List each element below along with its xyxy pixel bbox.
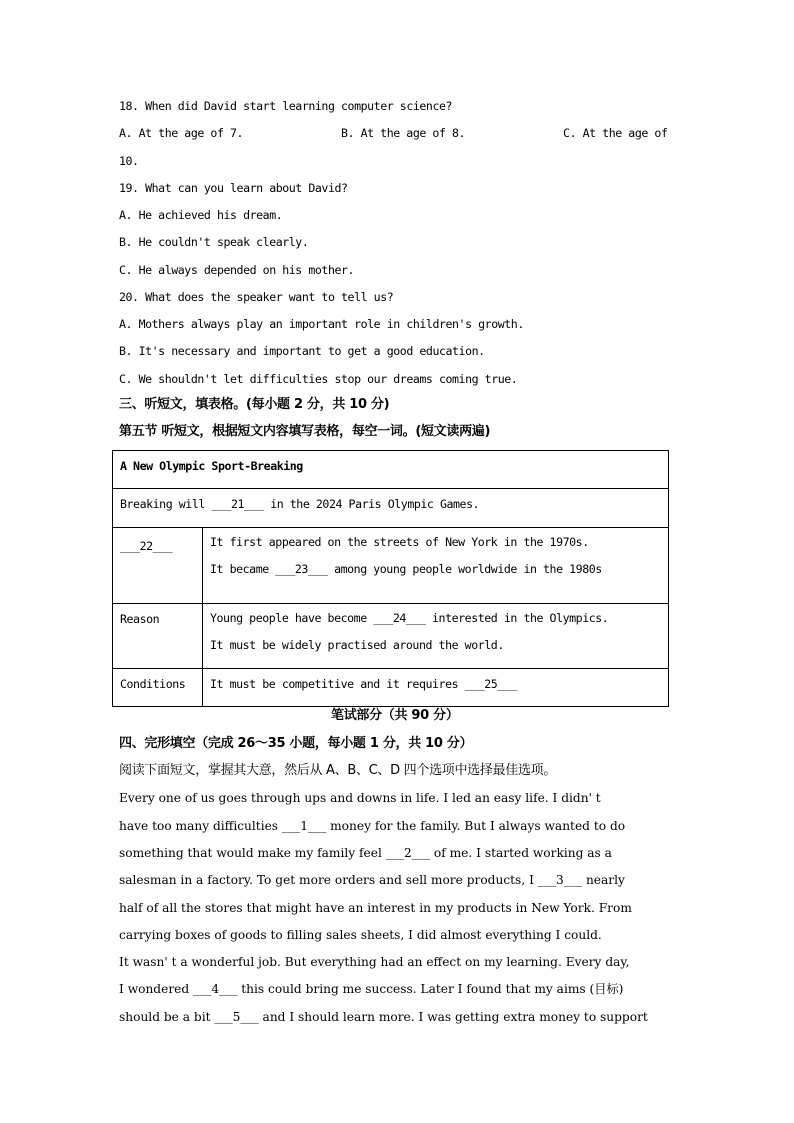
table-row-3-line-1: Young people have become ___24___ interested in the Olympics. xyxy=(210,611,609,625)
table-row-1-text: Breaking will ___21___ in the 2024 Paris Olympic Games. xyxy=(120,497,480,511)
passage-line: should be a bit ___5___ and I should learn more. I was getting extra money to support xyxy=(119,1010,648,1024)
passage-line: Every one of us goes through ups and downs in life. I led an easy life. I didn' t xyxy=(119,791,601,805)
table-title-text: A New Olympic Sport-Breaking xyxy=(120,459,303,473)
question-19-stem: 19. What can you learn about David? xyxy=(119,181,348,195)
table-row-4-label xyxy=(113,669,203,707)
table-title xyxy=(113,451,669,489)
question-18-stem: 18. When did David start learning computer science? xyxy=(119,99,453,113)
blank-22: ___22___ xyxy=(120,539,173,553)
question-20-stem: 20. What does the speaker want to tell us? xyxy=(119,290,394,304)
question-18-option-b: B. At the age of 8. xyxy=(341,126,466,140)
question-18-option-c: C. At the age of xyxy=(563,126,668,140)
written-part-title: 笔试部分（共 90 分） xyxy=(331,708,459,723)
passage-line: salesman in a factory. To get more orders and sell more products, I ___3___ nearly xyxy=(119,873,625,887)
question-18-option-a: A. At the age of 7. xyxy=(119,126,244,140)
question-20-option-a: A. Mothers always play an important role in children's growth. xyxy=(119,317,524,331)
conditions-label: Conditions xyxy=(120,677,186,691)
table-row-4-content xyxy=(203,669,669,707)
question-20-option-b: B. It's necessary and important to get a good education. xyxy=(119,344,485,358)
section-4-instruction: 阅读下面短文，掌握其大意，然后从 A、B、C、D 四个选项中选择最佳选项。 xyxy=(119,763,557,778)
table-row-3-content xyxy=(203,604,669,669)
table-row-2-line-1: It first appeared on the streets of New York in the 1970s. xyxy=(210,535,589,549)
fill-in-table xyxy=(112,450,669,707)
passage-line: have too many difficulties ___1___ money for the family. But I always wanted to do xyxy=(119,819,626,833)
passage-line: I wondered ___4___ this could bring me success. Later I found that my aims (目标) xyxy=(119,982,624,996)
table-row-3-line-2: It must be widely practised around the world. xyxy=(210,638,504,652)
passage-line: carrying boxes of goods to filling sales sheets, I did almost everything I could. xyxy=(119,928,602,942)
section-3-instruction: 第五节 听短文，根据短文内容填写表格，每空一词。(短文读两遍) xyxy=(119,424,491,439)
reason-label: Reason xyxy=(120,612,160,626)
section-3-title: 三、听短文，填表格。(每小题 2 分，共 10 分) xyxy=(119,397,390,412)
passage-line: half of all the stores that might have an interest in my products in New York. From xyxy=(119,901,632,915)
table-row-3-label xyxy=(113,604,203,669)
question-18-option-c-continued: 10. xyxy=(119,154,139,168)
question-20-option-c: C. We shouldn't let difficulties stop our dreams coming true. xyxy=(119,372,518,386)
question-19-option-c: C. He always depended on his mother. xyxy=(119,263,355,277)
question-19-option-a: A. He achieved his dream. xyxy=(119,208,283,222)
passage-line: something that would make my family feel ___2___ of me. I started working as a xyxy=(119,846,612,860)
table-row-2-line-2: It became ___23___ among young people worldwide in the 1980s xyxy=(210,562,602,576)
table-row-2-label xyxy=(113,528,203,604)
section-4-title: 四、完形填空（完成 26～35 小题，每小题 1 分，共 10 分） xyxy=(119,736,473,751)
table-row-4-line-1: It must be competitive and it requires ___25___ xyxy=(210,677,517,691)
table-row-2-content xyxy=(203,528,669,604)
passage-line: It wasn' t a wonderful job. But everything had an effect on my learning. Every day, xyxy=(119,955,630,969)
table-row-1 xyxy=(113,489,669,528)
question-19-option-b: B. He couldn't speak clearly. xyxy=(119,235,309,249)
